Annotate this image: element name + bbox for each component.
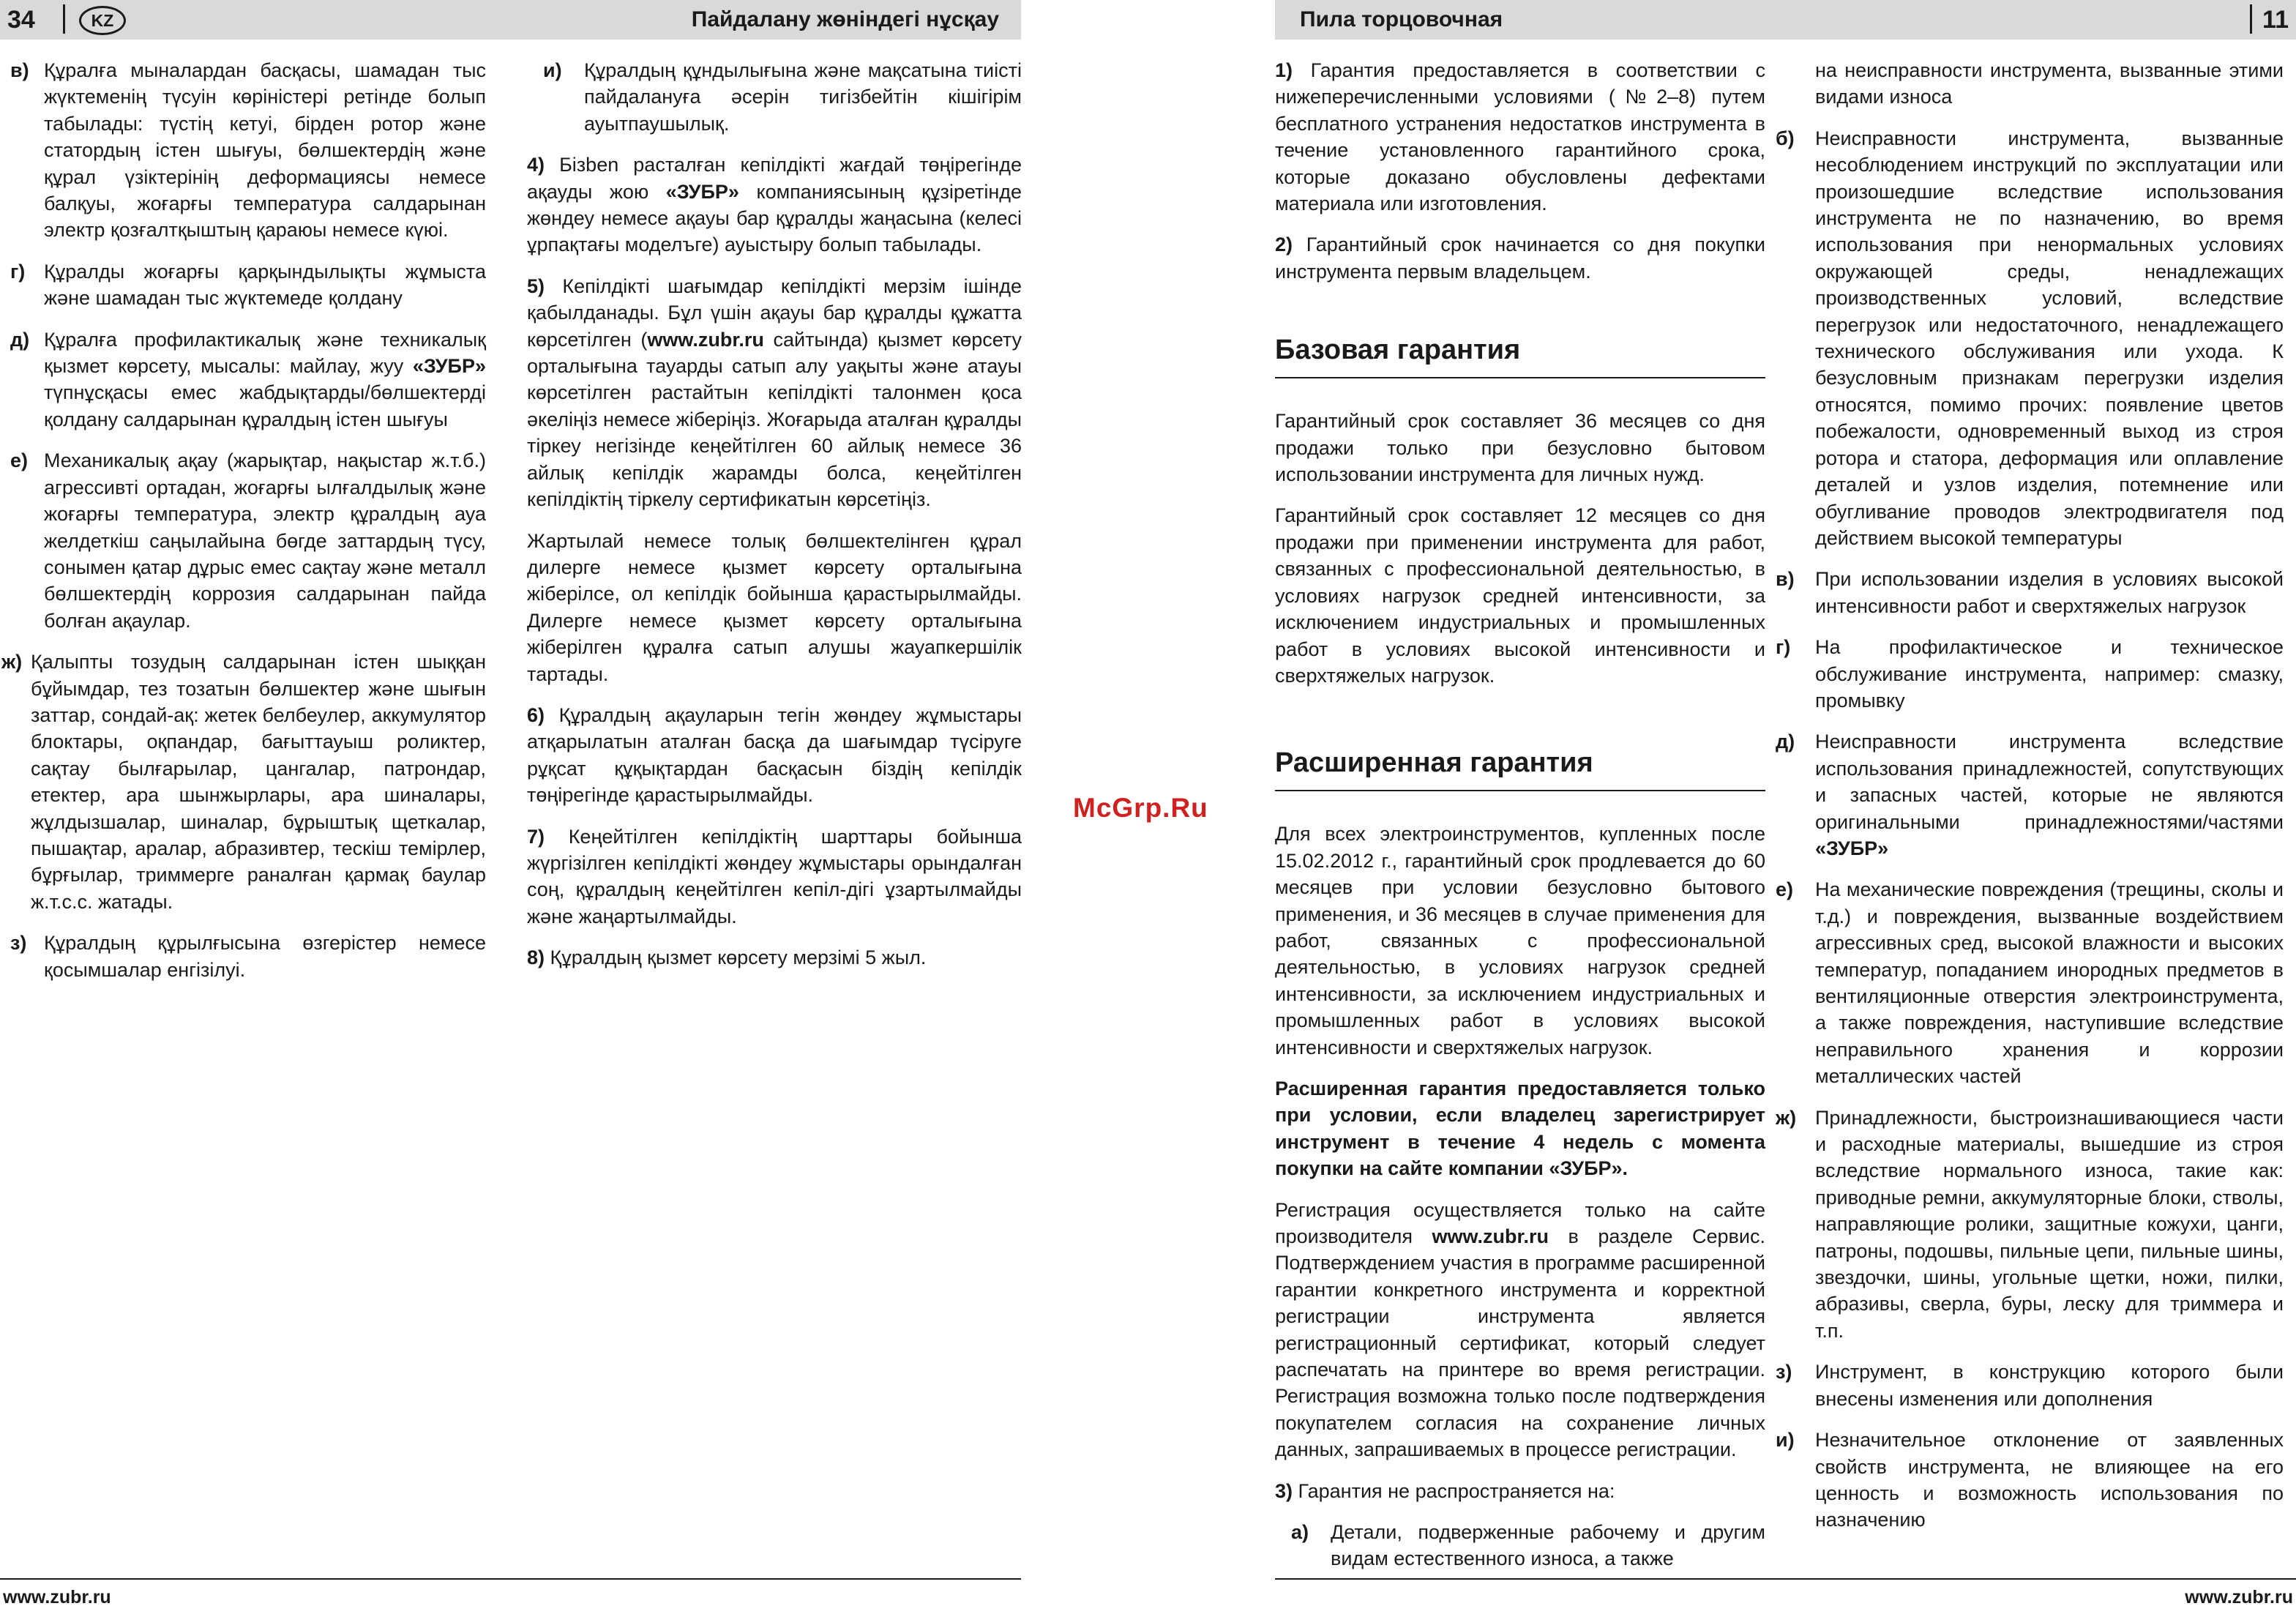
section-heading-base: Базовая гарантия <box>1275 333 1765 378</box>
list-item: з) Құралдың құрылғысына өзгерістер немесе қосымшалар енгізілуі. <box>10 932 486 981</box>
footer-rule <box>1275 1578 2296 1580</box>
paragraph: 2) Гарантийный срок начинается со дня покупки инструмента первым владельцем. <box>1275 234 1765 283</box>
list-item: и) Құралдың құндылығына және мақсатына тиісті пайдалануға әсерін тигізбейтін кішігірім ауытпаушылық. <box>543 59 1022 135</box>
right-page-number: 11 <box>2262 6 2289 34</box>
left-column-1 <box>1 57 486 998</box>
website-link[interactable]: www.zubr.ru <box>1432 1225 1549 1247</box>
right-column-1 <box>1275 57 1765 1587</box>
list-item: е) Механикалық ақау (жарықтар, нақыстар ж.т.б.) агрессивті ортадан, жоғарғы ылғалдылық және жоғарғы температура, электр құралдың ауа желдеткіш саңылайына бөгде заттардың түсу, сонымен қатар дұрыс емес сақтау және металл бөлшектердің коррозия салдарынан пайда болған ақаулар. <box>10 449 486 632</box>
left-page <box>0 0 1021 1617</box>
list-item: в) При использовании изделия в условиях высокой интенсивности работ и сверхтяжелых нагрузок <box>1776 568 2284 617</box>
brand-name: «ЗУБР» <box>1815 837 1889 859</box>
list-item: ж) Принадлежности, быстроизнашивающиеся части и расходные материалы, вышедшие из строя вследствие нормального износа, такие как: приводные ремни, аккумуляторные блоки, стволы, направляющие ролики, защитные кожухи, цанги, патроны, подошвы, пильные цепи, пильные шины, звездочки, шины, угольные щетки, ножи, пилки, абразивы, сверла, буры, леску для триммера и т.п. <box>1776 1106 2284 1342</box>
list-item: е) На механические повреждения (трещины, сколы и т.д.) и повреждения, вызванные воздействием агрессивных сред, высокой влажности и высоких температур, попаданием инородных предметов в вентиляционные отверстия электроинструмента, а также повреждения, наступившие вследствие неправильного хранения и коррозии металлических частей <box>1776 878 2284 1088</box>
section-heading-extended: Расширенная гарантия <box>1275 746 1765 791</box>
paragraph: 5) Кепілдікті шағымдар кепілдікті мерзім ішінде қабылданады. Бұл үшін ақауы бар құралды құжатта көрсетілген (www.zubr.ru сайтында) қызмет көрсету орталығына тауарды сатып алу уақыты және атауы көрсетілген растайтын кепілдікті талонмен қоса әкеліңіз немесе жіберіңіз. Жоғарыда аталған құралды тіркеу негізінде кеңейтілген 60 айлық немесе 36 айлық кепілдік жарамды болса, кеңейтілген кепілдіктің тіркелу сертификатын көрсетіңіз. <box>527 275 1022 511</box>
list-item: и) Незначительное отклонение от заявленных свойств инструмента, не влияющее на его ценность и возможность использования по назначению <box>1776 1429 2284 1531</box>
right-page <box>1275 0 2296 1617</box>
language-badge: KZ <box>79 6 126 35</box>
paragraph: Расширенная гарантия предоставляется только при условии, если владелец зарегистрирует инструмент в течение 4 недель с момента покупки на сайте компании «ЗУБР». <box>1275 1077 1765 1180</box>
list-item: з) Инструмент, в конструкцию которого были внесены изменения или дополнения <box>1776 1361 2284 1410</box>
paragraph: Регистрация осуществляется только на сайте производителя www.zubr.ru в разделе Сервис. Подтверждением участия в программе расширенной гарантии конкретного инструмента и корректной регистрации инструмента является регистрационный сертификат, который следует распечатать на принтере во время регистрации. Регистрация возможна только после подтверждения покупателем согласия на сохранение личных данных, запрашиваемых в процессе регистрации. <box>1275 1198 1765 1461</box>
footer-rule <box>0 1578 1021 1580</box>
header-divider <box>2250 4 2252 34</box>
paragraph: 3) Гарантия не распространяется на: <box>1275 1479 1615 1502</box>
footer-url[interactable]: www.zubr.ru <box>2185 1587 2293 1607</box>
paragraph: Для всех электроинструментов, купленных после 15.02.2012 г., гарантийный срок продлевается до 60 месяцев при условии безусловно бытового применения, и 36 месяцев в случае применения для работ, связанных с профессиональной деятельностью, в условиях нагрузок средней интенсивности, за исключением индустриальных и промышленных работ в условиях высокой интенсивности и сверхтяжелых нагрузок. <box>1275 823 1765 1058</box>
right-column-2 <box>1776 57 2284 1548</box>
left-column-2 <box>527 57 1022 986</box>
list-item: ж) Қалыпты тозудың салдарынан істен шыққан бұйымдар, тез тозатын бөлшектер және шығын заттар, сондай-ақ: жетек белбеулер, аккумулятор блоктары, оқпандар, бағыттауыш роликтер, сақтау былғарылар, цангалар, патрондар, етектер, ара шынжырлары, ара шиналары, жұлдызшалар, шиналар, бұрыштық щеткалар, пышақтар, аралар, абразивтер, тескіш темірлер, бұрғылар, триммерге раналған қармақ баулар ж.т.с.с. жатады. <box>1 651 486 913</box>
left-header-bar <box>0 0 1021 40</box>
brand-name: «ЗУБР» <box>665 180 739 203</box>
list-item: г) На профилактическое и техническое обслуживание инструмента, например: смазку, промывку <box>1776 636 2284 712</box>
right-header-title: Пила торцовочная <box>1300 7 1503 31</box>
paragraph: Жартылай немесе толық бөлшектелінген құрал дилерге немесе қызмет көрсету орталығына жіберілсе, ол кепілдік бойынша қарастырылмайды. Дилерге немесе қызмет көрсету орталығына жіберілген құралға сатып алушы жауапкершілік тартады. <box>527 529 1022 685</box>
list-item: в) Құралға мыналардан басқасы, шамадан тыс жүктеменің түсуін көріністері ретінде болып табылады: түстің кетуі, бірден ротор және статордың істен шығуы, бөлшектердің және құрал үзіктерінің деформациясы немесе балқуы, жоғарғы температура салдарынан электр қозғалтқыштың қараюы немесе күюі. <box>10 59 486 242</box>
list-item: г) Құралды жоғарғы қарқындылықты жұмыста және шамадан тыс жүктемеде қолдану <box>10 260 486 310</box>
list-item: д) Неисправности инструмента вследствие использования принадлежностей, сопутствующих и запасных частей, которые не являются оригинальными принадлежностями/частями «ЗУБР» <box>1776 731 2284 859</box>
paragraph: 1) Гарантия предоставляется в соответствии с нижеперечисленными условиями (№2–8) путем бесплатного устранения недостатков инструмента в течение установленного гарантийного срока, которые доказано обусловлены дефектами материала или изготовления. <box>1275 59 1765 215</box>
footer-url[interactable]: www.zubr.ru <box>3 1587 111 1607</box>
paragraph: 7) Кеңейтілген кепілдіктің шарттары бойынша жүргізілген кепілдікті жөндеу жұмыстары орындалған соң, құралдың кеңейтілген кепіл-дігі ұзартылмайды және жаңартылмайды. <box>527 825 1022 927</box>
list-item: б) Неисправности инструмента, вызванные несоблюдением инструкций по эксплуатации или произошедшие вследствие использования инструмента не по назначению, во время использования при ненормальных условиях окружающей среды, ненадлежащих производственных условий, вследствие перегрузок или недостаточного, ненадлежащего технического обслуживания или ухода. К безусловным признакам перегрузки изделия относятся, помимо прочих: появление цветов побежалости, одновременный выход из строя ротора и статора, деформация или оплавление деталей и узлов изделия, потемнение или обугливание проводов электродвигателя под действием высокой температуры <box>1776 127 2284 549</box>
list-item: д) Құралға профилактикалық және техникалық қызмет көрсету, мысалы: майлау, жуу «ЗУБР» түпнұсқасы емес жабдықтарды/бөлшектерді қолдану салдарынан құралдың істен шығуы <box>10 328 486 430</box>
left-page-number: 34 <box>7 6 35 34</box>
paragraph: Гарантийный срок составляет 12 месяцев со дня продажи при применении инструмента для работ, связанных с профессиональной деятельностью, в условиях нагрузок средней интенсивности, за исключением индустриальных и промышленных работ в условиях высокой интенсивности и сверхтяжелых нагрузок. <box>1275 504 1765 687</box>
paragraph: на неисправности инструмента, вызванные этими видами износа <box>1815 59 2284 108</box>
watermark: McGrp.Ru <box>1073 793 1208 823</box>
paragraph: 4) Бізben расталған кепілдікті жағдай төңірегінде ақауды жою «ЗУБР» компаниясының құзіретінде жөндеу немесе ақауы бар құралды жаңасына (келесі ұрпақтағы моделъге) ауыстыру болып табылады. <box>527 154 1022 256</box>
brand-name: «ЗУБР» <box>412 355 486 378</box>
header-divider <box>63 4 65 34</box>
right-header-bar <box>1275 0 2296 40</box>
list-item: а) Детали, подверженные рабочему и другим видам естественного износа, а также <box>1291 1521 1765 1570</box>
left-header-title: Пайдалану жөніндегі нұсқау <box>691 7 999 31</box>
paragraph: 6) Құралдың ақауларын тегін жөндеу жұмыстары атқарылатын аталған басқа да шағымдар түсіруге рұқсат құқықтардан басқасын біздің кепілдік төңірегінде қарастырылмайды. <box>527 703 1022 807</box>
paragraph: Гарантийный срок составляет 36 месяцев со дня продажи только при безусловно бытовом использовании инструмента для личных нужд. <box>1275 410 1765 486</box>
website-link[interactable]: www.zubr.ru <box>647 328 764 351</box>
paragraph: 8) Құралдың қызмет көрсету мерзімі 5 жыл. <box>527 946 927 969</box>
